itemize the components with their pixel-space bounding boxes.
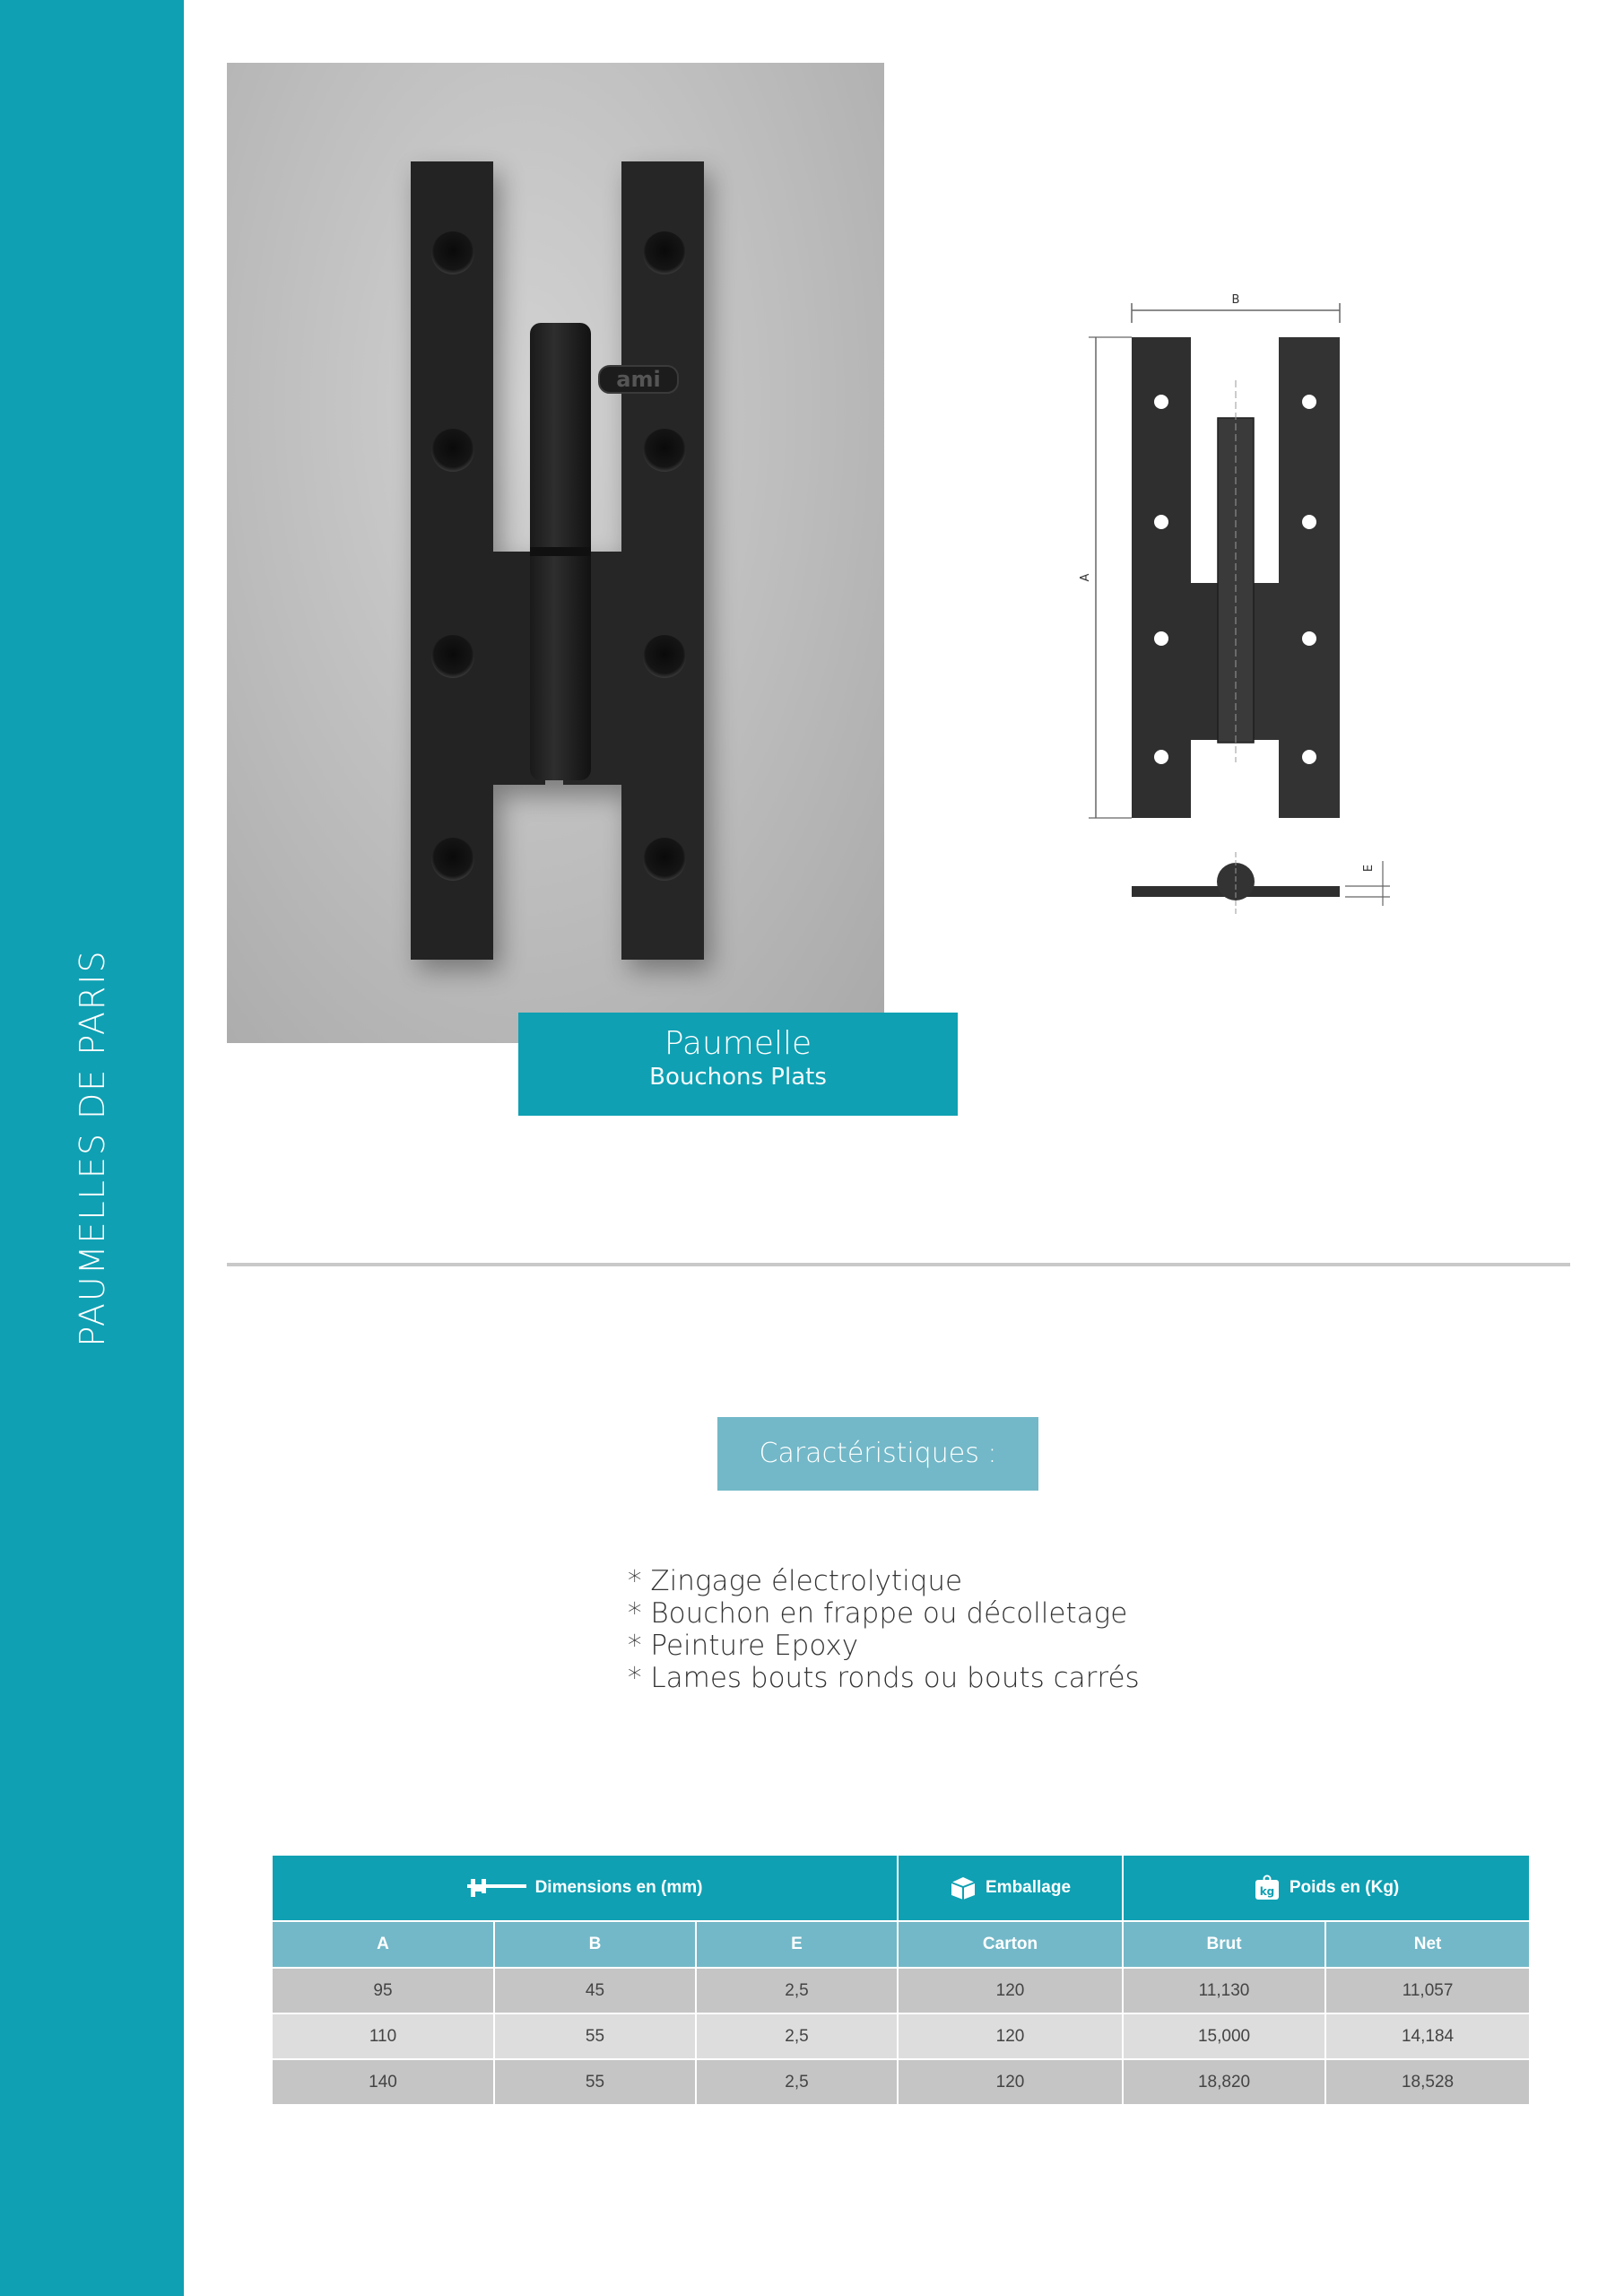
dimensions-header-label: Dimensions en (mm) [534,1878,703,1898]
feature-item: * Zingage électrolytique [628,1565,963,1597]
table-cell: 2,5 [696,2059,898,2105]
table-cell: 2,5 [696,2013,898,2059]
specs-table [271,1854,1531,2106]
column-header-a: A [272,1921,494,1968]
brand-logo: ami [616,367,661,392]
table-cell: 18,528 [1325,2059,1530,2105]
product-subtitle: Bouchons Plats [649,1064,827,1091]
weight-icon [1254,1874,1281,1901]
weight-icon-text: kg [1259,1885,1275,1898]
feature-item: * Bouchon en frappe ou décolletage [628,1597,1128,1630]
table-cell: 140 [272,2059,494,2105]
table-cell: 110 [272,2013,494,2059]
table-cell: 95 [272,1968,494,2013]
sidebar-title: PAUMELLES DE PARIS [73,949,112,1347]
table-row [272,2013,1530,2059]
table-cell: 120 [898,2013,1123,2059]
table-cell: 45 [494,1968,696,2013]
column-header-brut: Brut [1123,1921,1325,1968]
section-divider [227,1263,1570,1266]
sidebar [0,0,184,2296]
product-caption [518,1013,958,1116]
table-cell: 120 [898,1968,1123,2013]
table-row [272,2059,1530,2105]
weight-header-label: Poids en (Kg) [1289,1878,1400,1898]
feature-item: * Peinture Epoxy [628,1630,859,1662]
features-heading: Caractéristiques : [717,1417,1038,1491]
table-row [272,1968,1530,2013]
table-cell: 11,130 [1123,1968,1325,2013]
features-list [628,1565,1140,1694]
column-header-carton: Carton [898,1921,1123,1968]
table-cell: 2,5 [696,1968,898,2013]
column-header-net: Net [1325,1921,1530,1968]
table-cell: 11,057 [1325,1968,1530,2013]
table-cell: 15,000 [1123,2013,1325,2059]
dimension-label-a: A [1079,573,1092,582]
packaging-group-header [898,1855,1123,1921]
weight-group-header [1123,1855,1530,1921]
product-photo [227,63,884,1043]
dimensions-group-header [272,1855,898,1921]
product-title: Paumelle [664,1025,812,1062]
dimension-label-b: B [1231,293,1240,307]
table-cell: 120 [898,2059,1123,2105]
technical-drawing [1058,287,1435,915]
table-cell: 18,820 [1123,2059,1325,2105]
caliper-icon [467,1877,526,1899]
box-icon [950,1875,977,1900]
table-cell: 14,184 [1325,2013,1530,2059]
dimension-label-e: E [1362,864,1376,873]
table-cell: 55 [494,2013,696,2059]
column-header-b: B [494,1921,696,1968]
column-header-e: E [696,1921,898,1968]
feature-item: * Lames bouts ronds ou bouts carrés [628,1662,1140,1694]
packaging-header-label: Emballage [986,1878,1072,1898]
table-cell: 55 [494,2059,696,2105]
